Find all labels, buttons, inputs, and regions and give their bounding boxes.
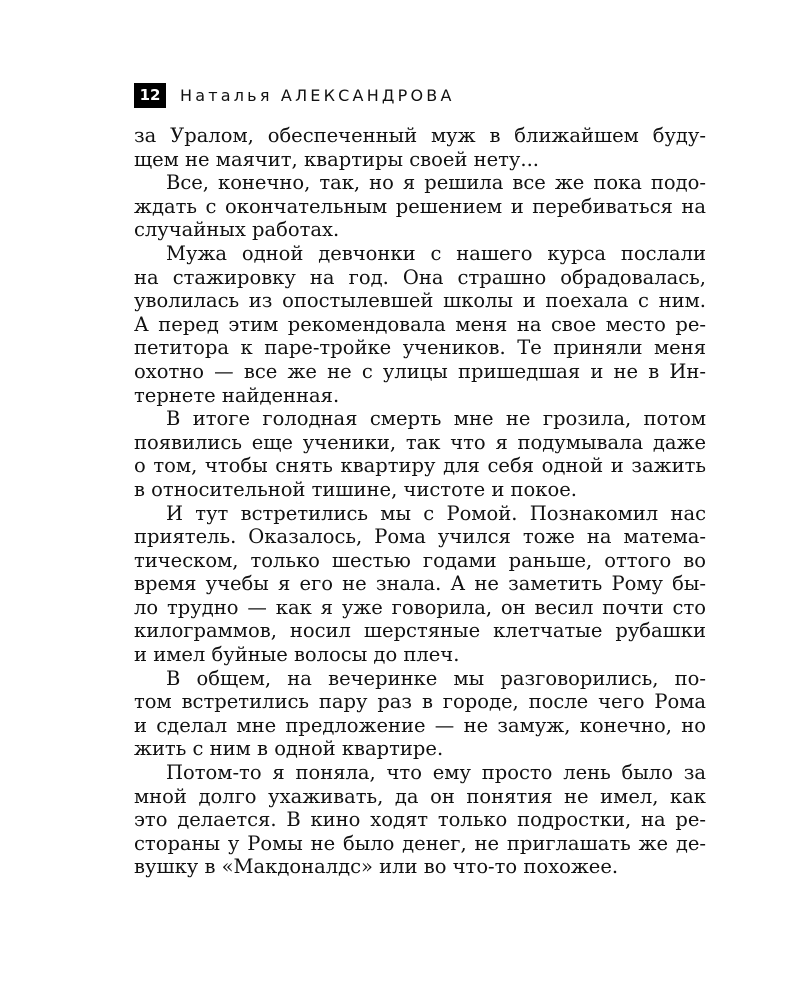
- text-line: И тут встретились мы с Ромой. Познакомил нас: [166, 501, 706, 525]
- text-line: мной долго ухаживать, да он понятия не имел, как: [134, 784, 706, 808]
- text-line: Потом-то я поняла, что ему просто лень было за: [166, 761, 706, 785]
- text-line: В общем, на вечеринке мы разговорились, по-: [166, 666, 706, 690]
- text-line: ждать с окончательным решением и перебиваться на: [134, 194, 706, 218]
- text-line: том встретились пару раз в городе, после чего Рома: [134, 690, 706, 714]
- body-text: [134, 124, 706, 879]
- text-line: появились еще ученики, так что я подумывала даже: [134, 430, 706, 454]
- text-line: время учебы я его не знала. А не заметить Рому бы-: [134, 572, 706, 596]
- text-line: охотно — все же не с улицы пришедшая и не в Ин-: [134, 359, 706, 383]
- text-line: на стажировку на год. Она страшно обрадовалась,: [134, 265, 706, 289]
- text-line: в относительной тишине, чистоте и покое.: [134, 477, 577, 501]
- running-header: [134, 82, 455, 108]
- text-line: А перед этим рекомендовала меня на свое место ре-: [134, 312, 706, 336]
- text-line: щем не маячит, квартиры своей нету...: [134, 147, 539, 171]
- page-number: 12: [134, 83, 166, 108]
- text-line: петитора к паре-тройке учеников. Те приняли меня: [134, 336, 706, 360]
- text-line: жить с ним в одной квартире.: [134, 737, 444, 761]
- text-line: случайных работах.: [134, 218, 340, 242]
- text-line: за Уралом, обеспеченный муж в ближайшем буду-: [134, 124, 706, 147]
- text-line: килограммов, носил шерстяные клетчатые рубашки: [134, 619, 706, 643]
- text-line: и сделал мне предложение — не замуж, конечно, но: [134, 713, 706, 737]
- text-line: тическом, только шестью годами раньше, оттого во: [134, 548, 706, 572]
- text-line: и имел буйные волосы до плеч.: [134, 643, 460, 667]
- text-line: это делается. В кино ходят только подростки, на ре-: [134, 808, 706, 832]
- text-line: вушку в «Макдоналдс» или во что-то похожее.: [134, 855, 619, 879]
- text-line: Все, конечно, так, но я решила все же пока подо-: [166, 171, 706, 195]
- text-line: Мужа одной девчонки с нашего курса послали: [166, 241, 706, 265]
- text-line: приятель. Оказалось, Рома учился тоже на матема-: [134, 525, 706, 549]
- text-line: о том, чтобы снять квартиру для себя одной и зажить: [134, 454, 706, 478]
- text-line: ло трудно — как я уже говорила, он весил почти сто: [134, 595, 706, 619]
- running-head-author: Наталья АЛЕКСАНДРОВА: [180, 85, 455, 105]
- text-line: В итоге голодная смерть мне не грозила, потом: [166, 407, 706, 431]
- text-line: стораны у Ромы не было денег, не приглашать же де-: [134, 831, 706, 855]
- text-line: уволилась из опостылевшей школы и поехала с ним.: [134, 289, 706, 313]
- text-line: тернете найденная.: [134, 383, 340, 407]
